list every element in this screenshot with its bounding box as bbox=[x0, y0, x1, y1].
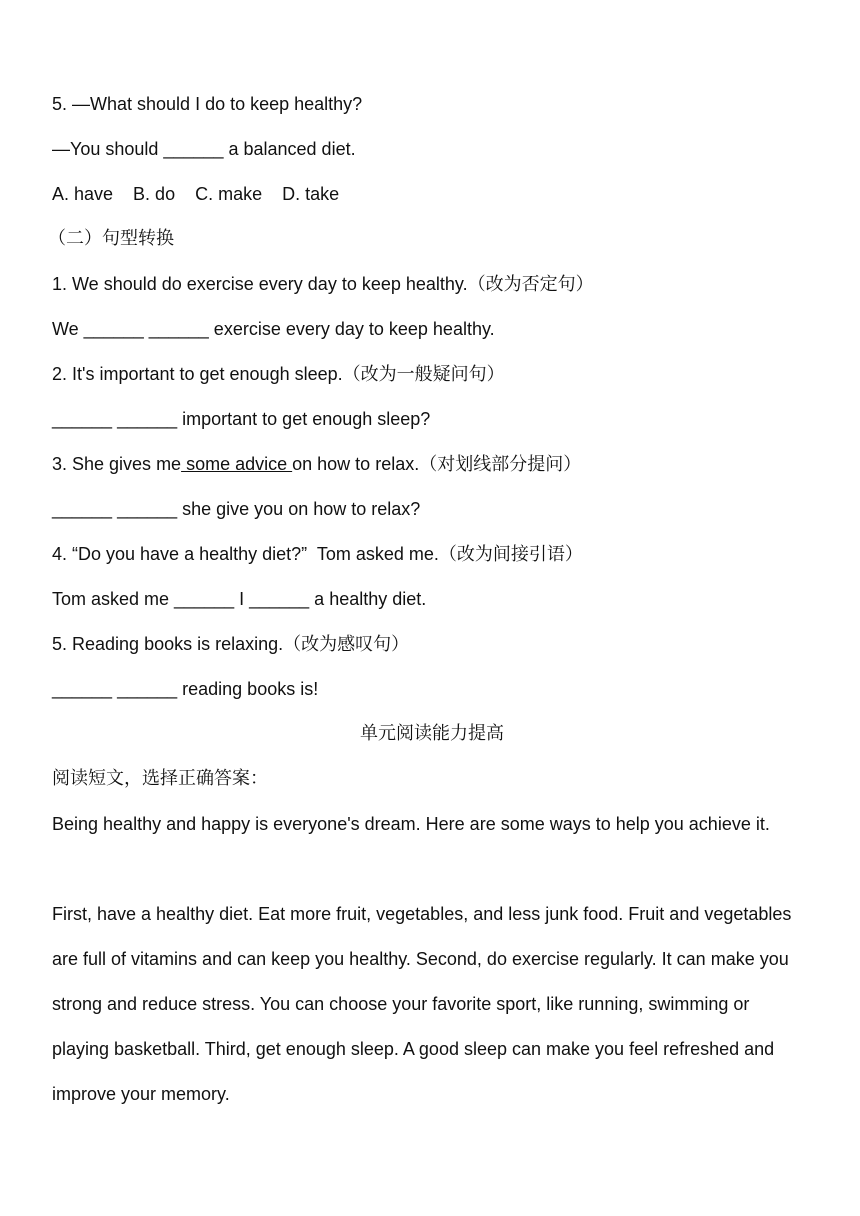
reading-section-title: 单元阅读能力提高 bbox=[360, 723, 504, 744]
transform-item-3-prompt-start: 3. She gives me bbox=[52, 454, 182, 474]
transform-item-2-prompt: 2. It's important to get enough sleep.（改为一般疑问句） bbox=[52, 364, 505, 384]
transform-item-3-prompt bbox=[52, 452, 581, 476]
reading-paragraph-line: strong and reduce stress. You can choose your favorite sport, like running, swimming or bbox=[52, 994, 750, 1014]
transform-item-1-answer: We ______ ______ exercise every day to keep healthy. bbox=[52, 319, 495, 339]
question-5-answer-line: —You should ______ a balanced diet. bbox=[52, 139, 356, 159]
transform-item-3-prompt-end: on how to relax.（对划线部分提问） bbox=[292, 454, 582, 474]
transform-item-2-answer: ______ ______ important to get enough sleep? bbox=[52, 409, 431, 429]
reading-paragraph-line: improve your memory. bbox=[52, 1084, 230, 1104]
transform-item-1-prompt: 1. We should do exercise every day to keep healthy.（改为否定句） bbox=[52, 274, 594, 294]
transform-item-4-answer: Tom asked me ______ I ______ a healthy diet. bbox=[52, 589, 427, 609]
question-5-text: 5. —What should I do to keep healthy? bbox=[52, 94, 363, 114]
reading-paragraph-line: playing basketball. Third, get enough sleep. A good sleep can make you feel refreshed and bbox=[52, 1039, 775, 1059]
reading-intro: Being healthy and happy is everyone's dream. Here are some ways to help you achieve it. bbox=[52, 814, 770, 834]
transform-item-5-answer: ______ ______ reading books is! bbox=[52, 679, 319, 699]
reading-paragraph-line: are full of vitamins and can keep you healthy. Second, do exercise regularly. It can make you bbox=[52, 949, 789, 969]
section-two-heading: （二）句型转换 bbox=[48, 228, 174, 249]
transform-item-3-answer: ______ ______ she give you on how to relax? bbox=[52, 499, 421, 519]
transform-item-5-prompt: 5. Reading books is relaxing.（改为感叹句） bbox=[52, 634, 410, 654]
reading-instruction: 阅读短文，选择正确答案： bbox=[52, 768, 268, 789]
question-5-options: A. have B. do C. make D. take bbox=[52, 184, 340, 204]
underlined-phrase: some advice bbox=[181, 454, 293, 474]
reading-paragraph-line: First, have a healthy diet. Eat more fruit, vegetables, and less junk food. Fruit and vegetables bbox=[52, 904, 792, 924]
transform-item-4-prompt: 4. “Do you have a healthy diet?” Tom asked me.（改为间接引语） bbox=[52, 544, 583, 564]
